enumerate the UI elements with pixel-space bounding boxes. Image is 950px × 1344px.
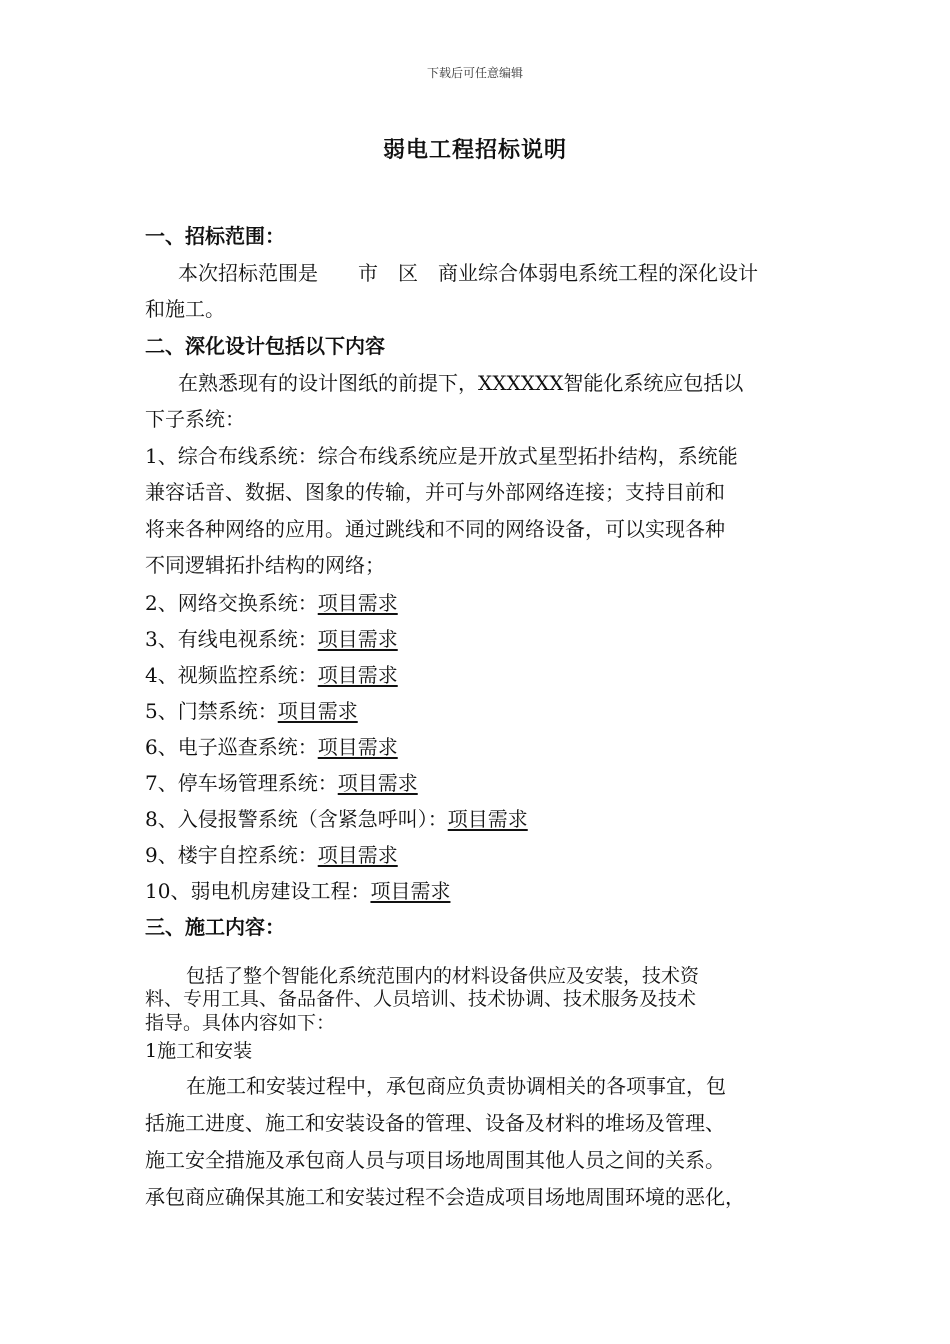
- list-item: [145, 877, 825, 905]
- list-item: [145, 625, 825, 653]
- list-item-text: 兼容话音、数据、图象的传输，并可与外部网络连接；支持目前和: [145, 480, 725, 504]
- requirement-link[interactable]: 项目需求: [317, 627, 398, 651]
- paragraph-line: 指导。具体内容如下：: [145, 1012, 336, 1034]
- paragraph-line: 料、专用工具、备品备件、人员培训、技术协调、技术服务及技术: [145, 988, 697, 1010]
- list-item-text: 1、综合布线系统：综合布线系统应是开放式星型拓扑结构，系统能: [145, 444, 738, 468]
- paragraph-line: 和施工。: [145, 297, 225, 321]
- list-item-label: 7、停车场管理系统：: [145, 771, 338, 795]
- requirement-link[interactable]: 项目需求: [317, 735, 398, 759]
- requirement-link[interactable]: 项目需求: [337, 771, 418, 795]
- requirement-link[interactable]: 项目需求: [317, 591, 398, 615]
- list-item-label: 9、楼宇自控系统：: [145, 843, 318, 867]
- list-item-label: 3、有线电视系统：: [145, 627, 318, 651]
- list-item: [145, 733, 825, 761]
- paragraph-line: 括施工进度、施工和安装设备的管理、设备及材料的堆场及管理、: [145, 1111, 725, 1135]
- section-3-heading: 三、施工内容：: [145, 915, 285, 939]
- paragraph-line: 在熟悉现有的设计图纸的前提下，XXXXXX智能化系统应包括以: [178, 371, 744, 395]
- list-item-text: 将来各种网络的应用。通过跳线和不同的网络设备，可以实现各种: [145, 517, 725, 541]
- section-1-heading: 一、招标范围：: [145, 224, 285, 248]
- list-item-label: 10、弱电机房建设工程：: [145, 879, 371, 903]
- document-title: 弱电工程招标说明: [382, 137, 567, 163]
- requirement-link[interactable]: 项目需求: [277, 699, 358, 723]
- list-item: [145, 841, 825, 869]
- list-item: [145, 697, 825, 725]
- list-item: [145, 769, 825, 797]
- paragraph-line: 承包商应确保其施工和安装过程不会造成项目场地周围环境的恶化，: [145, 1185, 745, 1209]
- header-note: 下载后可任意编辑: [426, 66, 523, 80]
- list-item-label: 2、网络交换系统：: [145, 591, 318, 615]
- requirement-link[interactable]: 项目需求: [370, 879, 451, 903]
- requirement-link[interactable]: 项目需求: [317, 663, 398, 687]
- paragraph-line: 包括了整个智能化系统范围内的材料设备供应及安装，技术资: [186, 965, 700, 987]
- list-item-label: 8、入侵报警系统（含紧急呼叫）：: [145, 807, 448, 831]
- list-item-label: 6、电子巡查系统：: [145, 735, 318, 759]
- list-item-label: 4、视频监控系统：: [145, 663, 318, 687]
- list-item: [145, 805, 825, 833]
- requirement-link[interactable]: 项目需求: [317, 843, 398, 867]
- paragraph-line: 下子系统：: [145, 407, 245, 431]
- paragraph-line: 在施工和安装过程中，承包商应负责协调相关的各项事宜，包: [186, 1074, 726, 1098]
- list-item: [145, 589, 825, 617]
- list-item-label: 5、门禁系统：: [145, 699, 278, 723]
- paragraph-line: 施工安全措施及承包商人员与项目场地周围其他人员之间的关系。: [145, 1148, 725, 1172]
- list-item: [145, 661, 825, 689]
- list-item-text: 不同逻辑拓扑结构的网络；: [145, 553, 385, 577]
- paragraph-line: 本次招标范围是 市 区 商业综合体弱电系统工程的深化设计: [178, 261, 758, 285]
- requirement-link[interactable]: 项目需求: [447, 807, 528, 831]
- subsection-heading: 1施工和安装: [145, 1040, 253, 1062]
- section-2-heading: 二、深化设计包括以下内容: [145, 334, 385, 358]
